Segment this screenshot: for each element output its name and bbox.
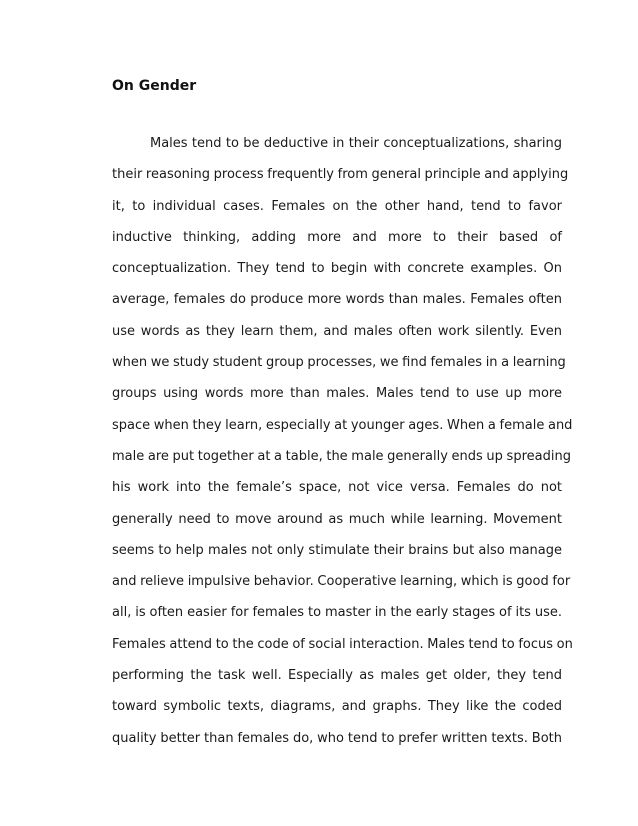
text-line: and relieve impulsive behavior. Cooperative learning, which is good for (112, 574, 571, 590)
text-line: male are put together at a table, the male generally ends up spreading (112, 448, 571, 464)
text-line: quality better than females do, who tend to prefer written texts. Both (112, 730, 562, 746)
text-line: their reasoning process frequently from general principle and applying (112, 167, 569, 183)
document-title: On Gender (112, 78, 197, 94)
text-line: Males tend to be deductive in their conceptualizations, sharing (150, 136, 562, 151)
text-line: conceptualization. They tend to begin with concrete examples. On (112, 261, 562, 277)
body-paragraph (112, 135, 573, 761)
text-line: all, is often easier for females to master in the early stages of its use. (112, 605, 562, 621)
text-line: toward symbolic texts, diagrams, and graphs. They like the coded (112, 699, 562, 715)
text-line: his work into the female’s space, not vice versa. Females do not (112, 480, 562, 496)
text-line: performing the task well. Especially as males get older, they tend (112, 668, 562, 684)
text-line: seems to help males not only stimulate their brains but also manage (112, 542, 562, 558)
text-line: space when they learn, especially at younger ages. When a female and (112, 417, 573, 433)
text-line: Females attend to the code of social interaction. Males tend to focus on (112, 636, 573, 652)
text-line: it, to individual cases. Females on the other hand, tend to favor (112, 198, 562, 214)
text-line: groups using words more than males. Males tend to use up more (112, 386, 562, 402)
text-line: inductive thinking, adding more and more to their based of (112, 229, 562, 245)
text-line: average, females do produce more words than males. Females often (112, 292, 562, 308)
text-line: generally need to move around as much while learning. Movement (112, 511, 562, 527)
text-line: use words as they learn them, and males often work silently. Even (112, 323, 562, 339)
text-line: when we study student group processes, we find females in a learning (112, 355, 566, 371)
